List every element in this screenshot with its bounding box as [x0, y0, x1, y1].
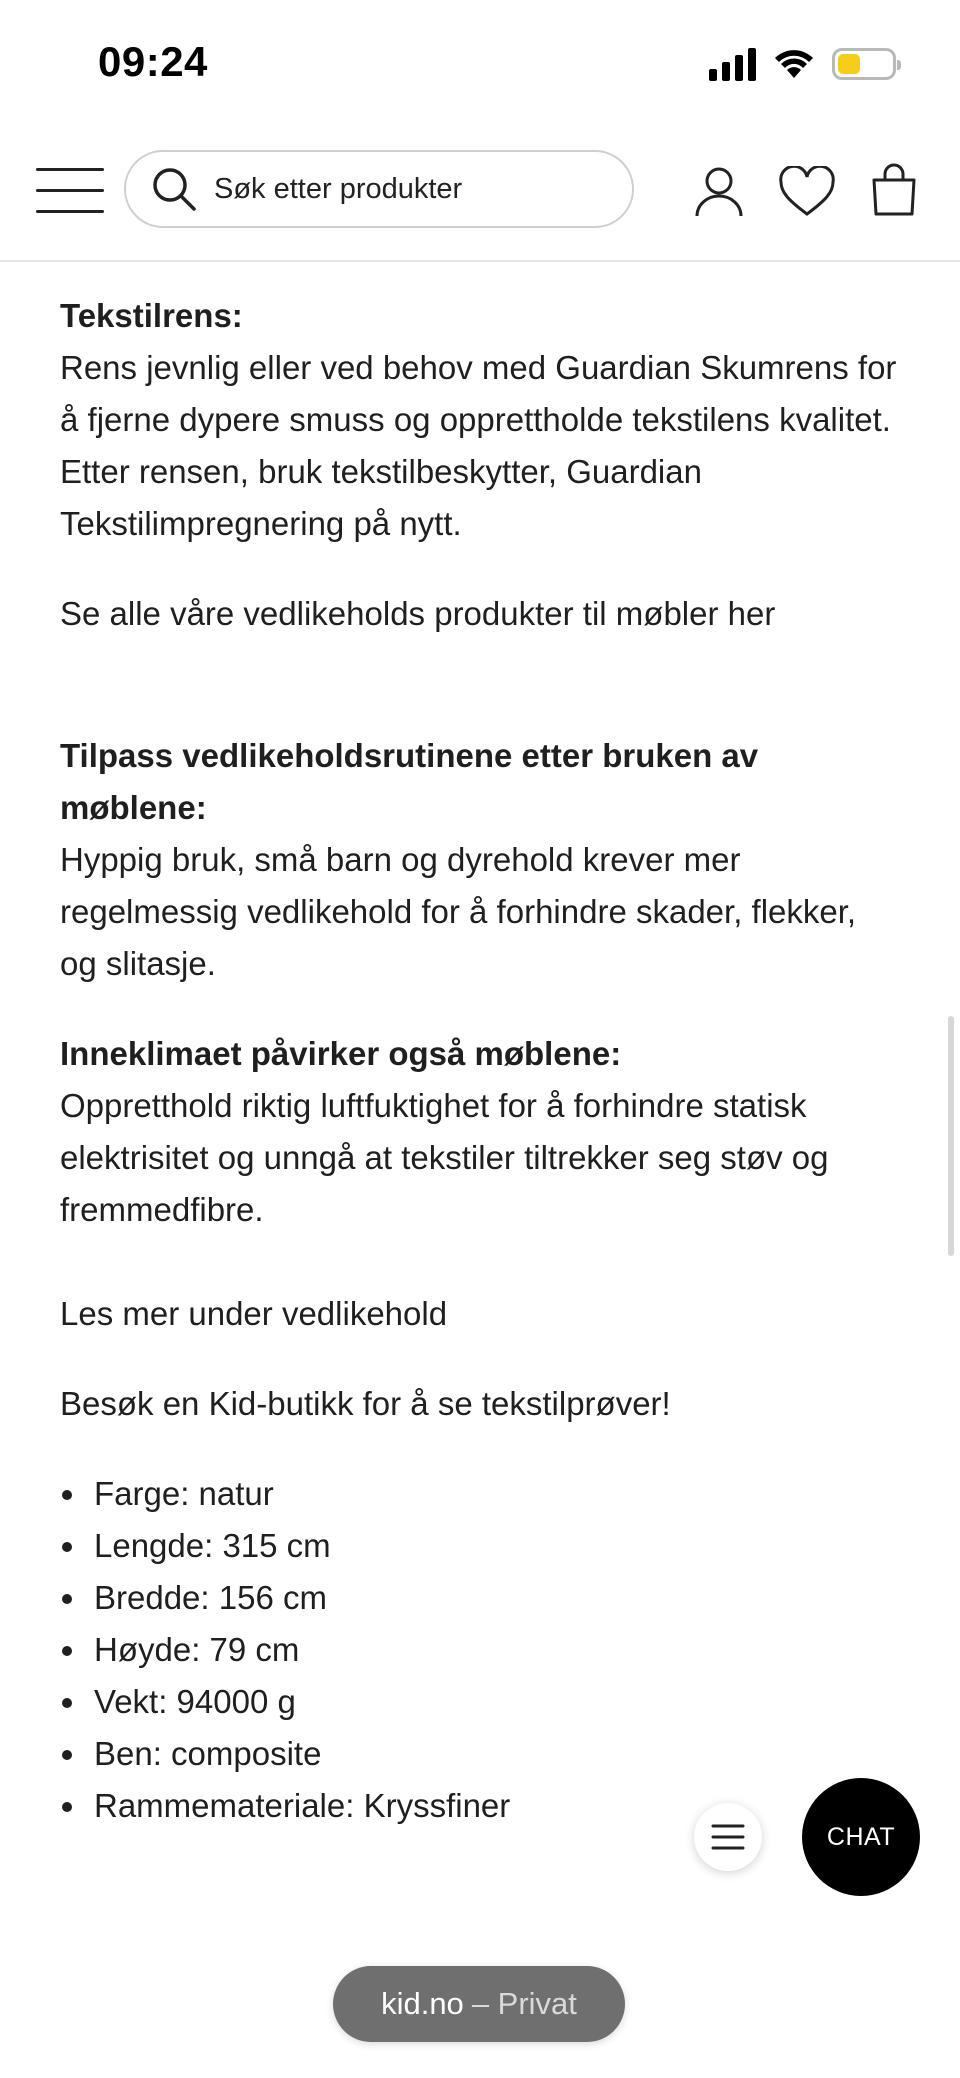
textile-care-text: Rens jevnlig eller ved behov med Guardian Skumrens for å fjerne dypere smuss og opprettholde tekstilens kvalitet. Etter rensen, bruk tekstilbeskytter, Guardian Tekstilimpregnering på nytt.	[60, 349, 897, 542]
product-specs-list	[60, 1468, 900, 1832]
status-bar	[0, 0, 960, 130]
spec-height: Høyde: 79 cm	[60, 1624, 900, 1676]
indoor-climate-text: Oppretthold riktig luftfuktighet for å forhindre statisk elektrisitet og unngå at tekstiler tiltrekker seg støv og fremmedfibre.	[60, 1087, 829, 1228]
private-mode-label: – Privat	[471, 1986, 577, 2021]
spec-legs: Ben: composite	[60, 1728, 900, 1780]
heart-icon[interactable]	[778, 166, 836, 218]
status-time: 09:24	[98, 38, 208, 85]
url-domain: kid.no	[381, 1986, 464, 2021]
hamburger-menu-icon[interactable]	[36, 168, 104, 214]
adjust-routines-heading: Tilpass vedlikeholdsrutinene etter bruken av møblene:	[60, 737, 759, 826]
status-icons	[709, 44, 896, 84]
maintenance-products-link[interactable]: Se alle våre vedlikeholds produkter til møbler her	[60, 595, 776, 632]
spec-weight: Vekt: 94000 g	[60, 1676, 900, 1728]
search-box[interactable]	[124, 150, 634, 228]
spec-length: Lengde: 315 cm	[60, 1520, 900, 1572]
chat-button[interactable]: CHAT	[802, 1778, 920, 1896]
spec-width: Bredde: 156 cm	[60, 1572, 900, 1624]
adjust-routines-text: Hyppig bruk, små barn og dyrehold krever mer regelmessig vedlikehold for å forhindre skader, flekker,	[60, 841, 857, 930]
cellular-signal-icon	[709, 47, 756, 81]
read-more-link[interactable]: Les mer under vedlikehold	[60, 1295, 448, 1332]
indoor-climate-heading: Inneklimaet påvirker også møblene:	[60, 1035, 622, 1072]
wifi-icon	[774, 48, 814, 80]
adjust-routines-text-2: og slitasje.	[60, 945, 216, 982]
site-header	[0, 130, 960, 262]
search-icon	[150, 165, 198, 213]
shopping-bag-icon[interactable]	[870, 160, 918, 218]
floating-menu-button[interactable]	[694, 1803, 762, 1871]
browser-url-bar[interactable]	[333, 1966, 625, 2042]
search-input[interactable]	[214, 173, 594, 206]
account-icon[interactable]	[692, 164, 746, 218]
visit-store-text: Besøk en Kid-butikk for å se tekstilprøver!	[60, 1385, 671, 1422]
spec-frame-material: Rammemateriale: Kryssfiner	[60, 1780, 900, 1832]
scrollbar[interactable]	[948, 1016, 954, 1256]
battery-icon	[832, 48, 896, 80]
spec-color: Farge: natur	[60, 1468, 900, 1520]
textile-care-heading: Tekstilrens:	[60, 297, 243, 334]
list-menu-icon	[711, 1823, 745, 1851]
product-description	[60, 290, 900, 1832]
